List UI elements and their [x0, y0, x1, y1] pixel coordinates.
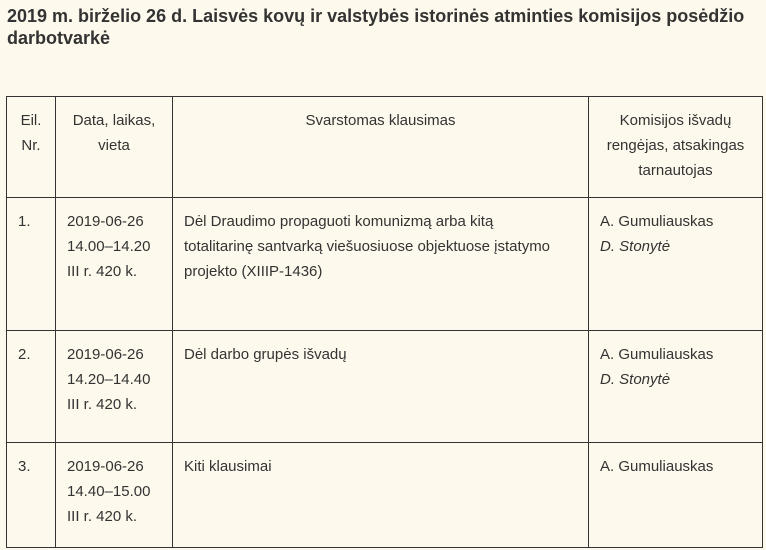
row-preparer: A. Gumuliauskas — [600, 213, 714, 230]
header-datetime-line: Data, laikas, — [72, 112, 156, 129]
header-datetime-line: vieta — [98, 137, 130, 154]
row-preparer: A. Gumuliauskas — [600, 346, 714, 363]
table-row — [7, 331, 763, 443]
cell-number — [7, 198, 56, 331]
cell-number — [7, 443, 56, 548]
row-place: III r. 420 k. — [67, 263, 138, 280]
row-preparer: A. Gumuliauskas — [600, 458, 714, 475]
row-number: 3. — [18, 458, 31, 475]
row-question-line: Dėl Draudimo propaguoti komunizmą arba kitą — [184, 213, 494, 230]
cell-responsible — [589, 198, 763, 331]
cell-responsible — [589, 443, 763, 548]
row-place: III r. 420 k. — [67, 396, 138, 413]
row-question-line: projekto (XIIIP-1436) — [184, 263, 323, 280]
cell-question — [173, 198, 589, 331]
header-number-line: Nr. — [21, 137, 41, 154]
row-time: 14.20–14.40 — [67, 371, 151, 388]
row-place: III r. 420 k. — [67, 508, 138, 525]
header-question-line: Svarstomas klausimas — [305, 112, 456, 129]
table-row — [7, 198, 763, 331]
cell-question — [173, 331, 589, 443]
row-officer: D. Stonytė — [600, 371, 671, 388]
agenda-table — [6, 96, 763, 548]
cell-responsible — [589, 331, 763, 443]
row-question-line: Kiti klausimai — [184, 458, 272, 475]
cell-question — [173, 443, 589, 548]
table-header-row — [7, 97, 763, 198]
row-number: 1. — [18, 213, 31, 230]
header-question — [173, 97, 589, 198]
row-question-line: totalitarinę santvarką viešuosiuose objektuose įstatymo — [184, 238, 551, 255]
row-officer: D. Stonytė — [600, 238, 671, 255]
cell-number — [7, 331, 56, 443]
table-row — [7, 443, 763, 548]
header-responsible — [589, 97, 763, 198]
row-date: 2019-06-26 — [67, 346, 144, 363]
row-number: 2. — [18, 346, 31, 363]
cell-datetime — [56, 198, 173, 331]
cell-datetime — [56, 331, 173, 443]
row-time: 14.40–15.00 — [67, 483, 151, 500]
cell-datetime — [56, 443, 173, 548]
row-question-line: Dėl darbo grupės išvadų — [184, 346, 347, 363]
header-responsible-line: Komisijos išvadų — [619, 112, 732, 129]
header-responsible-line: rengėjas, atsakingas — [606, 137, 745, 154]
row-time: 14.00–14.20 — [67, 238, 151, 255]
page-title: 2019 m. birželio 26 d. Laisvės kovų ir valstybės istorinės atminties komisijos posėdžio darbotvarkė — [7, 6, 745, 48]
header-responsible-line: tarnautojas — [638, 162, 713, 179]
header-datetime — [56, 97, 173, 198]
row-date: 2019-06-26 — [67, 458, 144, 475]
header-number — [7, 97, 56, 198]
header-number-line: Eil. — [20, 112, 42, 129]
row-date: 2019-06-26 — [67, 213, 144, 230]
